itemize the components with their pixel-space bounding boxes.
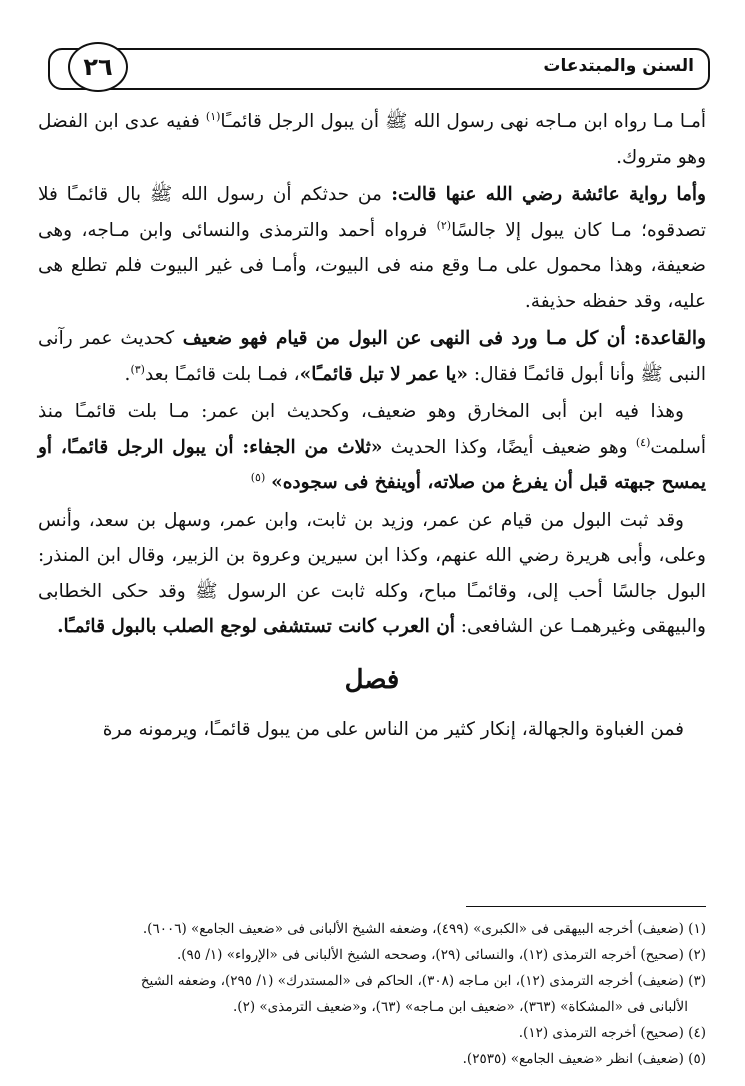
paragraph (38, 394, 706, 501)
paragraph (38, 104, 706, 175)
text-run: ففيه عدى ابن الفضل وهو متروك. (38, 111, 706, 168)
text-run: وهو ضعيف أيضًا، وكذا الحديث (382, 436, 636, 458)
text-run: ، فمـا بلت قائمـًا بعد (144, 363, 300, 385)
footnote-line: (٥) (ضعيف) انظر «ضعيف الجامع» (٢٥٣٥). (462, 1051, 706, 1067)
footnote-line: (١) (ضعيف) أخرجه البيهقى فى «الكبرى» (٤٩٩)، وضعفه الشيخ الألبانى فى «ضعيف الجامع» (٦٠٠٦). (142, 921, 706, 937)
paragraphs (38, 104, 706, 645)
footnotes (38, 916, 706, 1072)
footnote-ref: (١) (205, 109, 221, 123)
text-run: «ثلاث من الجفاء: أن يبول الرجل قائمـًا، أو يمسح جبهته قبل أن يفرغ من صلاته، أوينفخ فى سجوده» (38, 436, 706, 493)
book-page (28, 40, 718, 1070)
footnote-line: (٣) (ضعيف) أخرجه الترمذى (١٢)، ابن مـاجه (٣٠٨)، الحاكم فى «المستدرك» (١/ ٢٩٥)، وضعفه الشيخ (140, 973, 706, 989)
paragraph (38, 321, 706, 392)
main-text (38, 104, 706, 750)
text-run: فرواه أحمد والترمذى والنسائى وابن مـاجه، وهى ضعيفة، وهذا محمول على مـا وقع منه فى البيوت، وأمـا فى غير البيوت فلم تطلع هى عليه، وقد حفظه حذيفة. (38, 219, 706, 312)
text-run: «يا عمر لا تبل قائمـًا» (299, 363, 468, 385)
paragraph (38, 177, 706, 319)
text-run: وقد ثبت البول من قيام عن عمر، وزيد بن ثابت، وابن عمر، وسهل بن سعد، وأنس وعلى، وأبى هريرة رضي الله عنهم، وكذا ابن سيرين وعروة بن الزبير، وقال ابن المنذر: البول جالسًا أحب إلى، وقائمـًا مباح، وكله ثابت عن الرسول ﷺ وقد حكى الخطابى والبيهقى وغيرهمـا عن الشافعى: (38, 509, 706, 637)
text-run: وأما رواية عائشة رضي الله عنها قالت: (381, 184, 706, 205)
section-heading: فصل (344, 664, 400, 695)
footnote-ref: (٤) (635, 435, 651, 449)
text-run: من حدثكم أن رسول الله ﷺ بال قائمـًا فلا تصدقوه؛ مـا كان يبول إلا جالسًا (38, 184, 706, 241)
text-run: . (124, 363, 131, 385)
footnote-ref: (٢) (436, 218, 452, 232)
footnote-ref: (٣) (130, 362, 145, 376)
text-run: والقاعدة: أن كل مـا ورد فى النهى عن البول من قيام فهو ضعيف (174, 328, 706, 349)
footnote-line: (٢) (صحيح) أخرجه الترمذى (١٢)، والنسائى (٢٩)، وصححه الشيخ الألبانى فى «الإرواء» (١/ ٩٥). (176, 947, 706, 963)
page-number-badge: ٢٦ (68, 42, 128, 92)
footnote-ref: (٥) (250, 470, 266, 484)
paragraph (38, 503, 706, 645)
text-run: وهذا فيه ابن أبى المخارق وهو ضعيف، وكحديث ابن عمر: مـا بلت قائمـًا منذ أسلمت (38, 401, 706, 458)
chapter-title: السنن والمبتدعات (543, 56, 694, 76)
footnote-line: الألبانى فى «المشكاة» (٣٦٣)، «ضعيف ابن مـاجه» (٦٣)، و«ضعيف الترمذى» (٢). (233, 999, 688, 1015)
text-run: أن العرب كانت تستشفى لوجع الصلب بالبول قائمـًا. (57, 616, 455, 637)
footnote-divider (466, 906, 706, 907)
page-header (48, 48, 710, 90)
text-run: كحديث عمر رآنى النبى ﷺ وأنا أبول قائمـًا فقال: (38, 328, 706, 385)
text-run: أمـا مـا رواه ابن مـاجه نهى رسول الله ﷺ أن يبول الرجل قائمـًا (220, 111, 707, 132)
closing-paragraph: فمن الغباوة والجهالة، إنكار كثير من الناس على من يبول قائمـًا، ويرمونه مرة (102, 719, 684, 740)
footnote-line: (٤) (صحيح) أخرجه الترمذى (١٢). (518, 1025, 706, 1041)
